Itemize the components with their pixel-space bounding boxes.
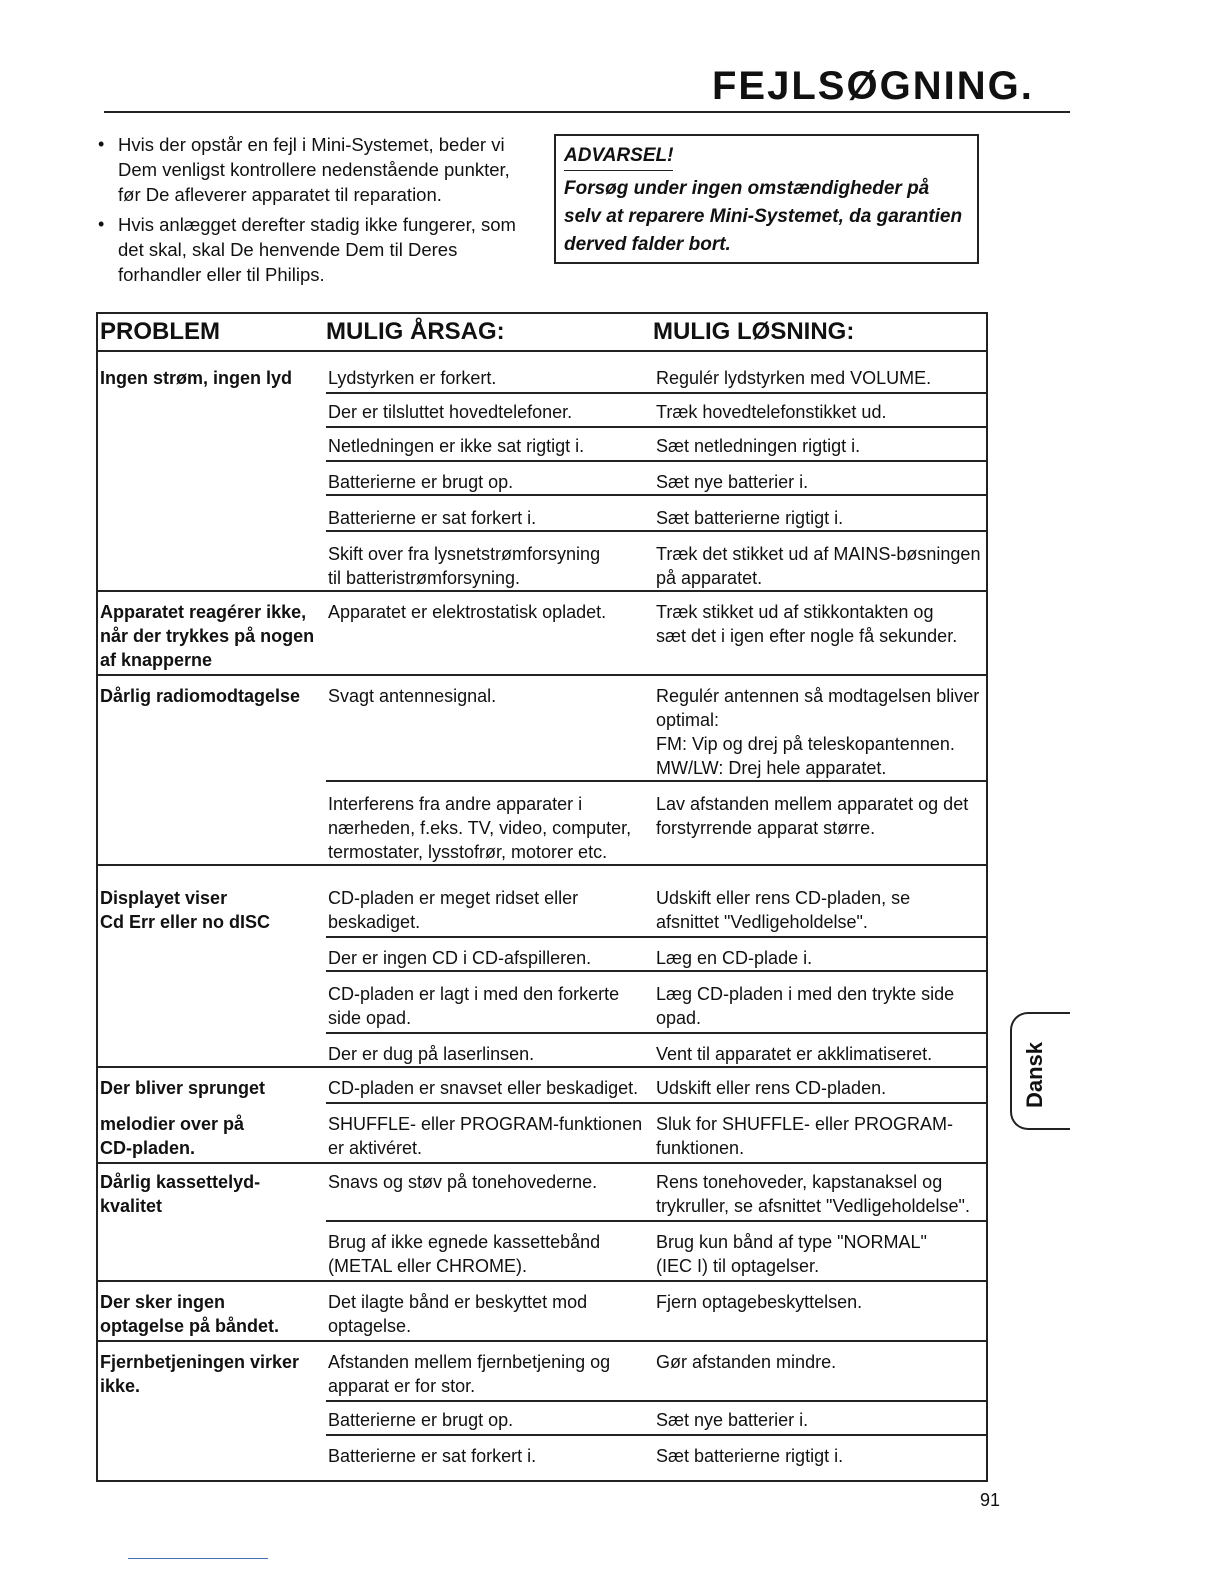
cell-cause: Afstanden mellem fjernbetjening og apparat er for stor. [328, 1352, 611, 1396]
cell-problem: Apparatet reagérer ikke, når der trykkes på nogen af knapperne [100, 602, 315, 670]
header-cause: MULIG ÅRSAG: [326, 318, 505, 345]
cell-problem: Der bliver sprunget [100, 1078, 266, 1098]
row-divider [98, 864, 986, 866]
cell-solution: Vent til apparatet er akklimatiseret. [656, 1044, 933, 1064]
cell-cause: Batterierne er sat forkert i. [328, 1446, 537, 1466]
row-divider [326, 494, 986, 496]
cell-cause: CD-pladen er lagt i med den forkerte side opad. [328, 984, 620, 1028]
cell-solution: Sæt netledningen rigtigt i. [656, 436, 861, 456]
cell-solution: Sæt batterierne rigtigt i. [656, 1446, 844, 1466]
cell-solution: Udskift eller rens CD-pladen, se afsnittet "Vedligeholdelse". [656, 888, 911, 932]
warning-title: ADVARSEL! [564, 142, 673, 171]
row-divider [326, 426, 986, 428]
row-divider [98, 674, 986, 676]
row-divider [326, 530, 986, 532]
cell-solution: Træk det stikket ud af MAINS-bøsningen på apparatet. [656, 544, 981, 588]
cell-cause: Det ilagte bånd er beskyttet mod optagelse. [328, 1292, 588, 1336]
row-divider [326, 1102, 986, 1104]
cell-cause: Lydstyrken er forkert. [328, 368, 497, 388]
cell-cause: Snavs og støv på tonehovederne. [328, 1172, 598, 1192]
cell-cause: SHUFFLE- eller PROGRAM-funktionen er aktivéret. [328, 1114, 643, 1158]
intro-bullet: • Hvis der opstår en fejl i Mini-Systemet, beder vi Dem venligst kontrollere nedenstående punkter, før De afleverer apparatet til reparation. [96, 132, 536, 207]
cell-solution: Brug kun bånd af type "NORMAL" (IEC I) til optagelser. [656, 1232, 927, 1276]
warning-box [554, 134, 979, 264]
row-divider [326, 1220, 986, 1222]
cell-cause: Der er tilsluttet hovedtelefoner. [328, 402, 573, 422]
warning-text: Forsøg under ingen omstændigheder på selv at reparere Mini-Systemet, da garantien derved falder bort. [564, 178, 963, 255]
cell-cause: CD-pladen er meget ridset eller beskadiget. [328, 888, 579, 932]
row-divider [98, 1162, 986, 1164]
cell-problem: Displayet viser Cd Err eller no dISC [100, 888, 271, 932]
cell-problem: melodier over på CD-pladen. [100, 1114, 245, 1158]
cell-solution: Træk stikket ud af stikkontakten og sæt det i igen efter nogle få sekunder. [656, 602, 958, 646]
cell-cause: Batterierne er brugt op. [328, 1410, 514, 1430]
cell-cause: Batterierne er sat forkert i. [328, 508, 537, 528]
row-divider [98, 1066, 986, 1068]
cell-cause: Der er ingen CD i CD-afspilleren. [328, 948, 592, 968]
cell-cause: Apparatet er elektrostatisk opladet. [328, 602, 607, 622]
cell-cause: CD-pladen er snavset eller beskadiget. [328, 1078, 639, 1098]
row-divider [326, 936, 986, 938]
cell-solution: Sæt nye batterier i. [656, 472, 809, 492]
cell-problem: Der sker ingen optagelse på båndet. [100, 1292, 280, 1336]
row-divider [326, 392, 986, 394]
cell-problem: Dårlig kassettelyd- kvalitet [100, 1172, 261, 1216]
cell-solution: Rens tonehoveder, kapstanaksel og trykruller, se afsnittet "Vedligeholdelse". [656, 1172, 970, 1216]
cell-solution: Sluk for SHUFFLE- eller PROGRAM- funktionen. [656, 1114, 954, 1158]
row-divider [326, 1032, 986, 1034]
cell-solution: Læg CD-pladen i med den trykte side opad. [656, 984, 955, 1028]
cell-cause: Brug af ikke egnede kassettebånd (METAL eller CHROME). [328, 1232, 601, 1276]
header-problem: PROBLEM [100, 318, 220, 345]
page-number: 91 [980, 1490, 1001, 1510]
cell-problem: Fjernbetjeningen virker ikke. [100, 1352, 300, 1396]
row-divider [98, 1280, 986, 1282]
cell-solution: Regulér antennen så modtagelsen bliver optimal: FM: Vip og drej på teleskopantennen. MW/LW: Drej hele apparatet. [656, 686, 980, 778]
cell-solution: Udskift eller rens CD-pladen. [656, 1078, 887, 1098]
cell-solution: Sæt nye batterier i. [656, 1410, 809, 1430]
title-divider [104, 111, 1070, 113]
cell-problem: Ingen strøm, ingen lyd [100, 368, 293, 388]
header-solution: MULIG LØSNING: [653, 318, 855, 345]
troubleshooting-table [96, 312, 988, 1482]
cell-solution: Sæt batterierne rigtigt i. [656, 508, 844, 528]
row-divider [326, 780, 986, 782]
cell-solution: Lav afstanden mellem apparatet og det forstyrrende apparat større. [656, 794, 969, 838]
intro-section [96, 132, 536, 292]
cell-solution: Læg en CD-plade i. [656, 948, 813, 968]
cell-solution: Gør afstanden mindre. [656, 1352, 837, 1372]
row-divider [98, 590, 986, 592]
cell-cause: Netledningen er ikke sat rigtigt i. [328, 436, 585, 456]
cell-solution: Træk hovedtelefonstikket ud. [656, 402, 887, 422]
page-title: FEJLSØGNING. [712, 64, 1034, 108]
cell-cause: Interferens fra andre apparater i nærheden, f.eks. TV, video, computer, termostater, lysstofrør, motorer etc. [328, 794, 632, 862]
cell-solution: Fjern optagebeskyttelsen. [656, 1292, 863, 1312]
cell-problem: Dårlig radiomodtagelse [100, 686, 301, 706]
intro-bullet: • Hvis anlægget derefter stadig ikke fungerer, som det skal, skal De henvende Dem til Deres forhandler eller til Philips. [96, 212, 536, 287]
table-header [98, 314, 986, 352]
row-divider [98, 1340, 986, 1342]
cell-cause: Der er dug på laserlinsen. [328, 1044, 535, 1064]
row-divider [326, 1400, 986, 1402]
row-divider [326, 460, 986, 462]
row-divider [326, 1434, 986, 1436]
language-tab-label: Dansk [1022, 1041, 1047, 1108]
cell-cause: Skift over fra lysnetstrømforsyning til batteristrømforsyning. [328, 544, 601, 588]
scan-artifact [128, 1558, 268, 1559]
cell-cause: Batterierne er brugt op. [328, 472, 514, 492]
cell-cause: Svagt antennesignal. [328, 686, 497, 706]
row-divider [326, 970, 986, 972]
cell-solution: Regulér lydstyrken med VOLUME. [656, 368, 932, 388]
